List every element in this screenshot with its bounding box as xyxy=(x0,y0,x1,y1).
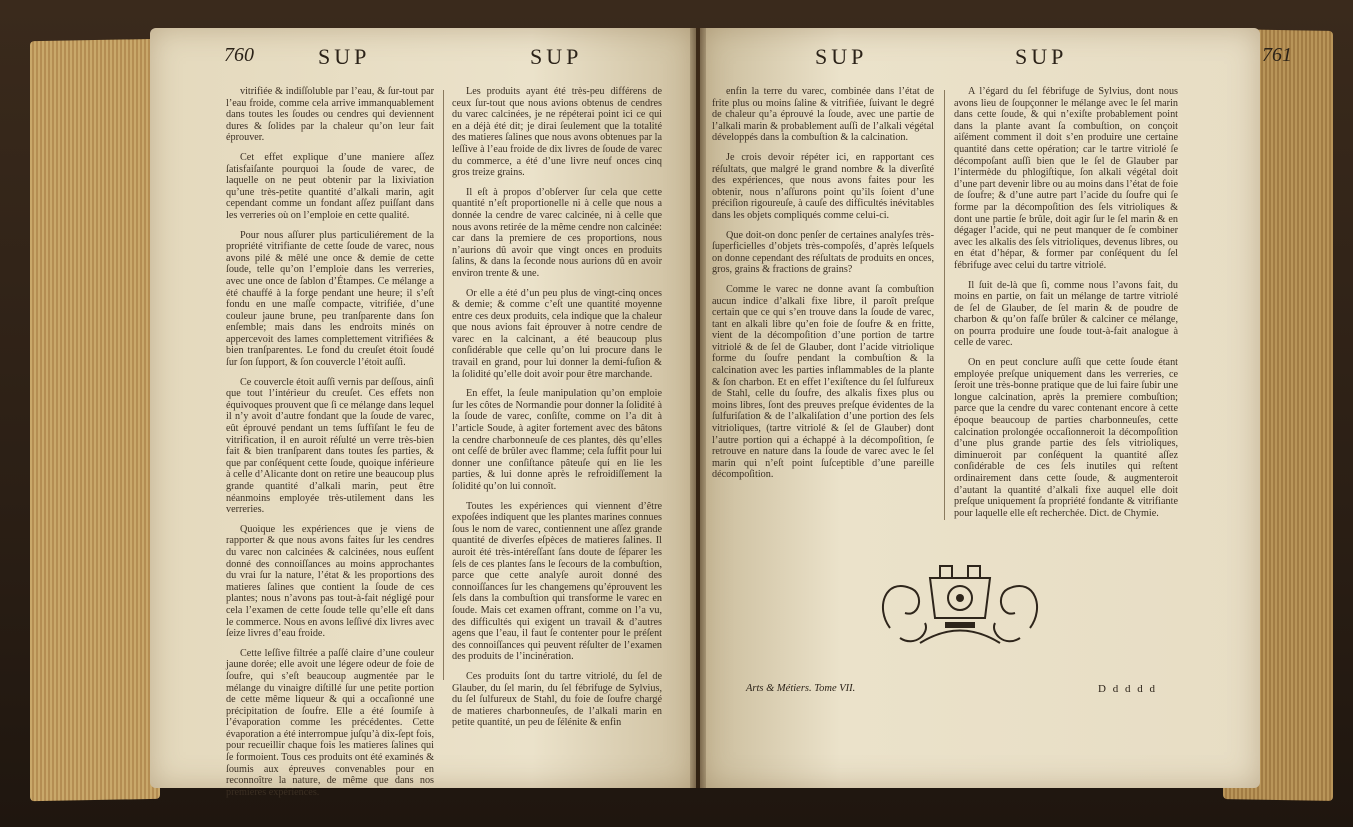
paragraph: Cette leſſive filtrée a paſſé claire d’une couleur jaune dorée; elle avoit une légere odeur de foie de ſoufre, qui s’eſt beaucoup augmentée par le mélange du vinaigre diſtillé ſur une petite portion de cette même liqueur & qui a occaſionné une précipitation de ſoufre. Elle a été ſoumiſe à l’évaporation comme les précédentes. Cette évaporation a été interrompue juſqu’à dix-ſept fois, pour recueillir chaque fois les matieres ſalines qui ſe formoient. Tous ces produits ont été examinés & ſoumis aux épreuves convenables pour en reconnoître la nature, de même que dans nos premieres expériences. xyxy=(226,647,434,798)
left-column-2 xyxy=(452,86,662,729)
paragraph: Cet effet explique d’une maniere aſſez ſatisfaiſante pourquoi la ſoude de varec, de laquelle on ne peut obtenir par la lixiviation qu’une très-petite quantité d’alkali marin, agit cependant comme un fondant aſſez puiſſant dans les verreries où on l’emploie en cette qualité. xyxy=(226,151,434,221)
paragraph: Il ſuit de-là que ſi, comme nous l’avons fait, du moins en partie, on fait un mélange de tartre vitriolé de ſel de Glauber, de ſel marin & de poudre de charbon & qu’on faſſe brûler & calciner ce mélange, on pourra produire une ſoude tout-à-fait analogue à celle de varec. xyxy=(954,279,1178,349)
paragraph: Or elle a été d’un peu plus de vingt-cinq onces & demie; & comme c’eſt une quantité moyenne entre ces deux produits, cela indique que la chaleur que nous avions fait éprouver à notre cendre de varec en la calcinant, a été beaucoup plus conſidérable que celle qu’on lui procure dans le travail en grand, pour lui donner la demi-fuſion & la ſolidité qu’elle doit avoir pour être marchande. xyxy=(452,287,662,380)
left-page-number: 760 xyxy=(224,44,254,66)
column-rule xyxy=(443,90,444,680)
right-page-number: 761 xyxy=(1262,44,1292,66)
left-running-head-2: SUP xyxy=(530,44,583,69)
paragraph: vitrifiée & indiſſoluble par l’eau, & ſur-tout par l’eau froide, comme cela arrive immanquablement dans toutes les ſoudes ou cendres qui deviennent dures & ſolides par la chaleur qu’on leur fait éprouver. xyxy=(226,86,434,144)
paragraph: enfin la terre du varec, combinée dans l’état de frite plus ou moins ſaline & vitrifiée, ſuivant le degré de chaleur qu’a éprouvé la ſoude, avec une partie de l’alkali marin & probablement auſſi de l’alkali végétal développés dans la combuſtion & la calcination. xyxy=(712,86,934,144)
paragraph: Comme le varec ne donne avant ſa combuſtion aucun indice d’alkali fixe libre, il paroît preſque certain que ce qui s’en trouve dans la ſoude de varec, tant en alkali libre qu’en foie de ſoufre & en fritte, vient de la décompoſition d’une portion de tartre vitriolé & de ſel de Glauber, dont l’acide vitriolique forme du ſoufre pendant la combuſtion & la calcination avec les parties inflammables de la plante & ſon charbon. Et en effet l’exiſtence du ſel ſulfureux de Stahl, celle du ſoufre, des alkalis fixes plus ou moins libres, ſont des preuves preſque évidentes de la ſulfuriſation & de l’alkaliſation d’une portion des ſels vitrioliques, (tartre vitriolé & ſel de Glauber) dont l’autre portion qui a échappé à la décompoſition, ſe retrouve en nature dans la ſoude de varec avec le ſel marin qui n’eſt point ſuſceptible d’une pareille décompoſition. xyxy=(712,283,934,481)
left-page-edges xyxy=(30,39,160,801)
left-column-1 xyxy=(226,86,434,798)
paragraph: Les produits ayant été très-peu différens de ceux ſur-tout que nous avions obtenus de cendres du varec calcinées, je ne répéterai point ici ce qui en a déjà été dit; je dirai ſeulement que la totalité des matieres ſalines que nous avons obtenues par la leſſive à l’eau froide de dix livres de ſoude de varec du commerce, a été d’une livre neuf onces cinq gros treize grains. xyxy=(452,86,662,179)
footer-signature-mark: D d d d d xyxy=(1098,683,1157,695)
paragraph: En effet, la ſeule manipulation qu’on emploie ſur les côtes de Normandie pour donner la ſolidité à la ſoude de varec, conſiſte, comme on l’a dit à l’article Soude, à agiter fortement avec des bâtons la cendre charbonneuſe de ces plantes, dès qu’elles ont ceſſé de brûler avec flamme; cela ſuffit pour lui donner une conſiſtance pâteuſe qui en lie les parties, & lui donne après le refroidiſſement la ſolidité qu’on lui connoît. xyxy=(452,388,662,492)
paragraph: Ces produits ſont du tartre vitriolé, du ſel de Glauber, du ſel marin, du ſel fébrifuge de Sylvius, du ſel ſulfureux de Stahl, du foie de ſoufre chargé de matieres charbonneuſes, de l’alkali marin en petite quantité, un peu de ſélénite & enfin xyxy=(452,670,662,729)
footer-volume-label: Arts & Métiers. Tome VII. xyxy=(746,683,856,694)
paragraph: Il eſt à propos d’obſerver ſur cela que cette quantité n’eſt proportionelle ni à celle que nous a donnée la cendre de varec calcinée, ni à celle que nous avons retirée de la même cendre non calcinée: car dans la premiere de ces proportions, nous n’aurions dû avoir que vingt onces en produits ſalins, & dans la ſeconde nous aurions dû en avoir environ trente & une. xyxy=(452,186,662,279)
paragraph: On en peut conclure auſſi que cette ſoude étant employée preſque uniquement dans les verreries, ce ſeroit une très-bonne pratique que de lui faire ſubir une longue calcination, après la premiere combuſtion; parce que la cendre du varec contenant encore à cette époque beaucoup de parties charbonneuſes, cette calcination prolongée occaſionneroit la décompoſition d’une plus grande partie des ſels vitrioliques, diminueroit par conſéquent la quantité aſſez conſidérable de ces ſels inutiles qui reſtent ordinairement dans cette ſoude, & augmenteroit d’autant la quantité d’alkali fixe auquel elle doit preſque uniquement ſa propriété fondante & vitrifiante pour laquelle elle eſt recherchée. Dict. de Chymie. xyxy=(954,357,1178,519)
left-running-head-1: SUP xyxy=(318,44,371,69)
paragraph: Ce couvercle étoit auſſi vernis par deſſous, ainſi que tout l’intérieur du creuſet. Ces effets non équivoques prouvent que ſi ce mélange dans lequel il n’y avoit d’autre fondant que la ſoude de varec, eût éprouvé pendant un tems ſuffiſant le feu de vitrification, il en auroit réſulté un verre très-bien fait & bien tranſparent dans toutes ſes parties, & que par conſéquent cette ſoude, quoique inférieure à celle d’Alicante dont on retire une beaucoup plus grande quantité d’alkali marin, peut être néanmoins employée très-utilement dans les verreries. xyxy=(226,376,434,516)
right-column-2 xyxy=(954,86,1178,526)
paragraph: A l’égard du ſel fébrifuge de Sylvius, dont nous avons lieu de ſoupçonner le mélange avec le ſel marin dans cette ſoude, & qui n’exiſte probablement point dans la plante avant ſa combuſtion, on conçoit aiſément comment il doit s’en produire une certaine quantité dans cette opération; car le tartre vitriolé ſe décompoſant auſſi bien que le ſel de Glauber par l’intermède du phlogiſtique, ſon alkali végétal doit d’une part devenir libre ou au moins dans l’état de foie de ſoufre; & d’une autre part l’acide du ſoufre qui ſe forme par la décompoſition des ſels vitrioliques & dont une partie ſe brûle, doit agir ſur le ſel marin & en dégager l’acide, qui ne peut manquer de ſe combiner avec les alkalis des ſels vitrioliques, devenus libres, ou en état d’hépar, & former par conſéquent du ſel fébrifuge avec celui du tartre vitriolé. xyxy=(954,86,1178,271)
paragraph: Quoique les expériences que je viens de rapporter & que nous avons faites ſur les cendres du varec non calcinées & calcinées, nous euſſent donné des connoiſſances au moins approchantes du vrai ſur la nature, l’état & les proportions des matieres ſalines que contient la ſoude de ces plantes; nous n’avons pas tout-à-fait négligé pour cela l’examen de cette ſoude telle qu’elle eſt dans le commerce. Nous en avons leſſivé dix livres avec ſeize livres d’eau froide. xyxy=(226,523,434,640)
book-gutter xyxy=(690,28,706,788)
paragraph: Toutes les expériences qui viennent d’être expoſées indiquent que les plantes marines connues ſous le nom de varec, contiennent une aſſez grande quantité de diverſes eſpèces de matieres ſalines. Il auroit été très-intéreſſant ſans doute de ſéparer les ſels de ces plantes ſans le ſecours de la combuſtion, parce que cette analyſe auroit donné des connoiſſances ſur les changemens qu’éprouvent les ſels dans la combuſtion qui transforme le varec en ſoude. Mais cet examen offrant, comme on l’a vu, des difficultés qui exigent un travail & d’autres agens que l’eau, il faut ſe contenter pour le préſent des connoiſſances qui peuvent réſulter de l’examen des produits de l’incinération. xyxy=(452,500,662,663)
column-rule xyxy=(944,90,945,520)
paragraph: Je crois devoir répéter ici, en rapportant ces réſultats, que malgré le grand nombre & la diverſité des expériences, que nous avons faites pour les obtenir, nous n’aſſurons point qu’ils ſoient d’une préciſion rigoureuſe, à cauſe des difficultés inévitables dans les objets compliqués comme celui-ci. xyxy=(712,151,934,221)
paragraph: Pour nous aſſurer plus particuliérement de la propriété vitrifiante de cette ſoude de varec, nous avons pilé & mêlé une once & demie de cette ſoude, telle qu’on l’emploie dans les verreries, avec une once de ſablon d’Étampes. Ce mélange a été chauffé à la forge pendant une heure; il s’eſt fondu en une maſſe compacte, vitrifiée, d’une couleur jaune brune, peu tranſparente dans ſon enſemble; mais dans les endroits minés on appercevoit des lames complettement vitrifiées & bien tranſparentes. Le fond du creuſet étoit ſoudé ſur ſon ſupport, & ſon couvercle l’étoit auſſi. xyxy=(226,229,434,369)
right-running-head-1: SUP xyxy=(815,44,868,69)
right-column-1 xyxy=(712,86,934,526)
paragraph: Que doit-on donc penſer de certaines analyſes très-ſuperficielles d’objets très-compoſés, d’après leſquels on donne cependant des réſultats de produits en onces, gros, grains & fractions de grains? xyxy=(712,229,934,276)
ornamental-vignette-icon xyxy=(870,548,1050,658)
right-running-head-2: SUP xyxy=(1015,44,1068,69)
